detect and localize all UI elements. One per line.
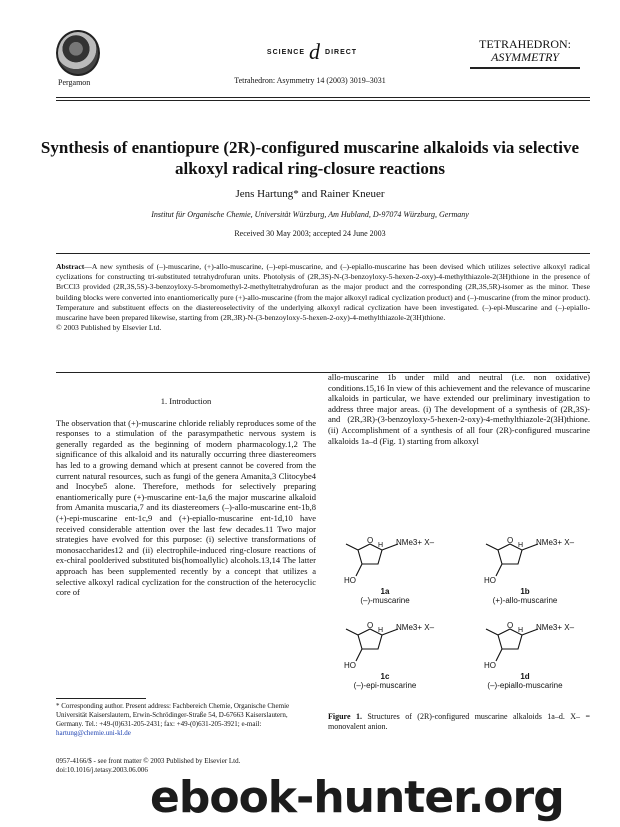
abstract-label: Abstract xyxy=(56,262,85,271)
intro-right-column xyxy=(328,372,590,446)
compound-name: (–)-muscarine xyxy=(360,596,410,605)
brand-right: DIRECT xyxy=(325,48,358,56)
compound-label-1d xyxy=(480,672,570,690)
publisher-name: Pergamon xyxy=(58,78,91,87)
received-dates: Received 30 May 2003; accepted 24 June 2003 xyxy=(234,229,386,238)
molecule-1d-structure xyxy=(486,629,538,661)
figure-1 xyxy=(330,520,590,700)
ho-label-1d: HO xyxy=(484,661,496,670)
o-label-1d: O xyxy=(507,621,514,630)
ho-label-1a: HO xyxy=(344,576,356,585)
compound-name: (–)-epiallo-muscarine xyxy=(487,681,563,690)
compound-id: 1d xyxy=(520,672,530,681)
footnote xyxy=(56,702,316,738)
section-heading: 1. Introduction xyxy=(160,396,212,406)
h-label-1d: H xyxy=(518,627,524,634)
molecule-1b-structure xyxy=(486,544,538,576)
group-label-1a: NMe3+ X– xyxy=(396,538,435,547)
abstract-text: —A new synthesis of (–)-muscarine, (+)-allo-muscarine, (–)-epi-muscarine, and (–)-epiallo-muscarine has been devised which utilizes selective alkoxyl radical cyclizations for constructing tri-substituted tetrahydrofuran units. Photolysis of (2R,3S)-N-(3-benzoyloxy-5-hexen-2-oxy)-4-methylthiazole-2(3H)thione in the presence of BrCCl3 provided (2R,3S,5S)-3-benzoyloxy-5-bromomethyl-2-methyltetrahydrofuran as the major product and the corresponding (2R,3S,5R)-isomer as the minor. These building blocks were converted into enantiomerically pure (+)-allo-muscarine (from the major alkoxyl radical cyclization product) and (–)-muscarine (from the minor product). Temperature and substituent effects on the diastereoselectivity of the underlying alkoxyl radical cyclization have been investigated. (–)-epi-Muscarine and (–)-epiallo-muscarine have been prepared likewise, starting from (2R,3R)-N-(3-benzoyloxy-5-hexen-2-oxy)-4-methylthiazole-2(3H)thione. xyxy=(56,262,590,323)
abstract xyxy=(56,262,590,333)
affiliation: Institut für Organische Chemie, Universität Würzburg, Am Hubland, D-97074 Würzburg, Germany xyxy=(151,210,469,219)
group-label-1b: NMe3+ X– xyxy=(536,538,575,547)
compound-name: (–)-epi-muscarine xyxy=(353,681,417,690)
intro-left-column xyxy=(56,396,316,598)
ho-label-1c: HO xyxy=(344,661,356,670)
doi-line: doi:10.1016/j.tetasy.2003.06.006 xyxy=(56,766,148,774)
compound-label-1a xyxy=(340,587,430,605)
sciencedirect-logo xyxy=(232,40,392,64)
journal-title xyxy=(470,38,580,69)
watermark: ebook-hunter.org xyxy=(150,772,564,823)
group-label-1c: NMe3+ X– xyxy=(396,623,435,632)
caption-label: Figure 1. xyxy=(328,712,362,721)
compound-id: 1b xyxy=(520,587,530,596)
group-label-1d: NMe3+ X– xyxy=(536,623,575,632)
article-title: Synthesis of enantiopure (2R)-configured muscarine alkaloids via selective alkoxyl radical ring-closure reactions xyxy=(40,138,580,178)
journal-title-line1: TETRAHEDRON: xyxy=(479,37,571,51)
h-label-1a: H xyxy=(378,542,384,549)
footnote-text: * Corresponding author. Present address: Fachbereich Chemie, Organische Chemie Universität Kaiserslautern, Erwin-Schrödinger-Straße 54, D-67663 Kaiserslautern, Germany. Tel.: +49-(0)631-205-2431; fax: +49-(0)631-205-3921; e-mail: xyxy=(56,702,290,728)
compound-id: 1a xyxy=(380,587,390,596)
authors: Jens Hartung* and Rainer Kneuer xyxy=(235,188,385,200)
journal-citation: Tetrahedron: Asymmetry 14 (2003) 3019–3031 xyxy=(234,76,386,85)
caption-text: Structures of (2R)-configured muscarine alkaloids 1a–d. X– = monovalent anion. xyxy=(328,712,590,731)
brand-left: SCIENCE xyxy=(266,48,306,56)
h-label-1c: H xyxy=(378,627,384,634)
compound-name: (+)-allo-muscarine xyxy=(492,596,558,605)
molecule-1a-structure xyxy=(346,544,398,576)
molecule-1c-structure xyxy=(346,629,398,661)
abstract-top-rule xyxy=(56,253,590,254)
author-email-link[interactable]: hartung@chemie.uni-kl.de xyxy=(56,729,131,737)
intro-paragraph-continued: allo-muscarine 1b under mild and neutral (i.e. non oxidative) conditions.15,16 In view of this achievement and the relevance of muscarine alkaloids in particular, we have extended our preliminary investigation to address three major areas. (i) The development of a synthesis of (2R,3S)- and (2R,3R)-(3-benzoyloxy-5-hexen-2-oxy)-4-methylthiazole-2(3H)thione. (ii) Accomplishment of a synthesis of all four (2R)-configured muscarine alkaloids 1a–d (Fig. 1) starting from alkoxyl xyxy=(328,372,590,446)
o-label-1a: O xyxy=(367,536,374,545)
o-label-1c: O xyxy=(367,621,374,630)
figure-caption xyxy=(328,712,590,732)
brand-mark: d xyxy=(309,39,322,64)
intro-paragraph: The observation that (+)-muscarine chloride reliably reproduces some of the responses to a stimulation of the parasympathetic nervous system is generally regarded as the beginning of modern pharmacology.1,2 The significance of this alkaloid and its naturally occurring three diastereomers has led to a growing demand which at present cannot be covered from the current natural resources, such as fungi of the genera Amanita,3 Clitocybe4 and Inocybe5 alone. Therefore, methods for selectively preparing enantiomerically pure (+)-muscarine ent-1a,6 the major muscarine alkaloid from Amanita muscaria,7 and its diastereomers (–)-allo-muscarine ent-1b,8 (+)-epi-muscarine ent-1c,9 and (+)-epiallo-muscarine ent-1d,10 have received considerable attention over the last few decades.11 Two major strategies have evolved for this purpose: (i) selective transformations of monosaccharides12 and (ii) electrophile-induced ring-closure reactions of ex-chiral poolderived substituted bis(homoallylic) alcohols.13,14 The latter approach has been supplemented recently by a concept that utilizes a selective alkoxyl radical cyclization for the construction of the heterocyclic core of xyxy=(56,417,316,598)
compound-label-1c xyxy=(340,672,430,690)
publisher-logo xyxy=(56,30,100,76)
header-rule xyxy=(56,97,590,98)
ho-label-1b: HO xyxy=(484,576,496,585)
h-label-1b: H xyxy=(518,542,524,549)
footnote-rule xyxy=(56,698,146,699)
compound-label-1b xyxy=(480,587,570,605)
header-rule-2 xyxy=(56,100,590,101)
issn-line: 0957-4166/$ - see front matter © 2003 Published by Elsevier Ltd. xyxy=(56,757,241,765)
journal-title-line2: ASYMMETRY xyxy=(491,50,559,64)
compound-id: 1c xyxy=(380,672,390,681)
o-label-1b: O xyxy=(507,536,514,545)
abstract-copyright: © 2003 Published by Elsevier Ltd. xyxy=(56,323,162,333)
